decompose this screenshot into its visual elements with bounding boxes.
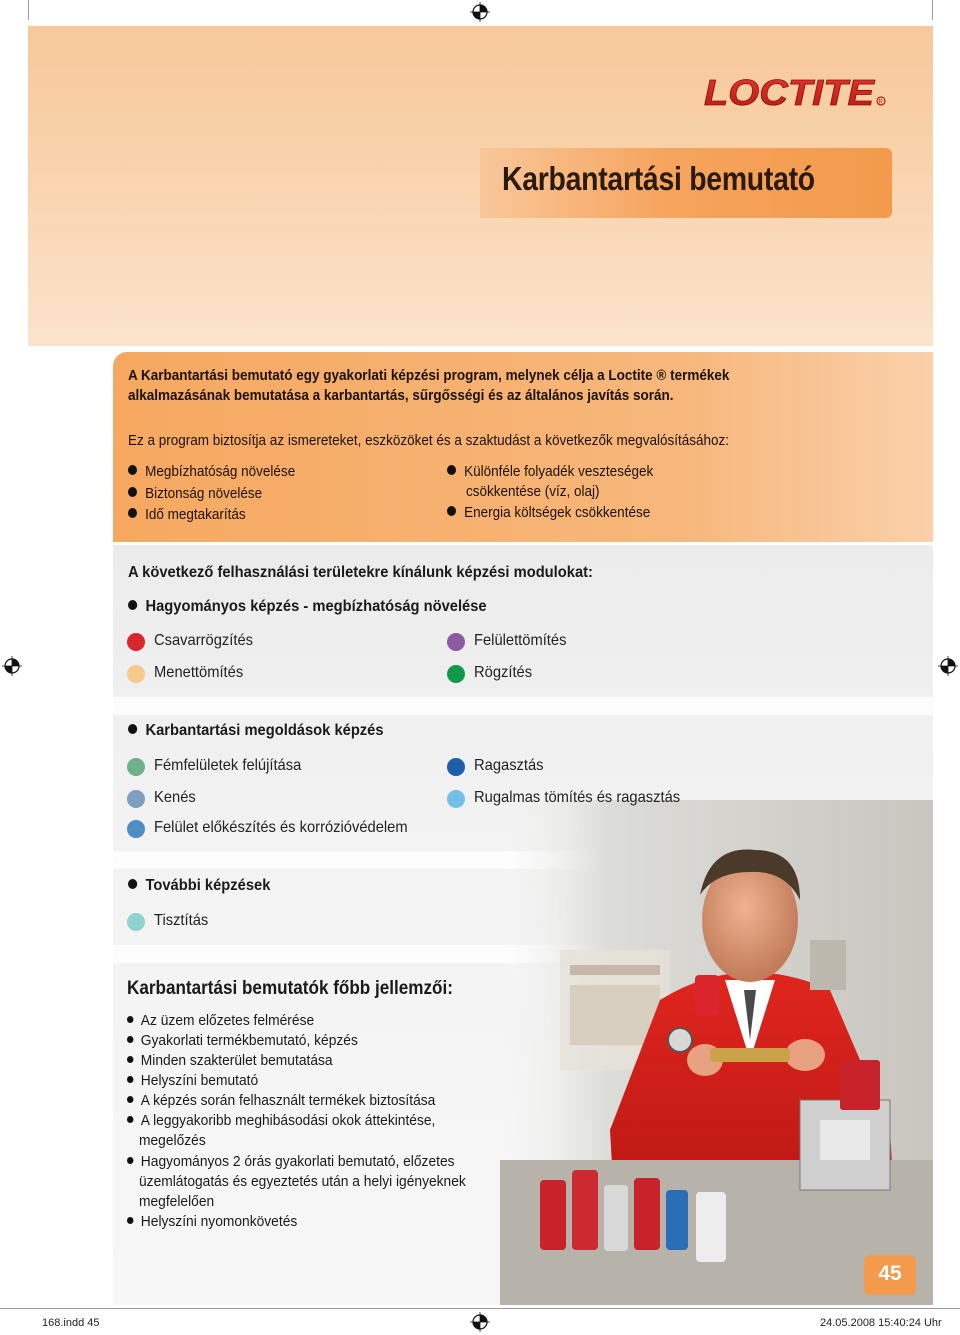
- group-heading: Karbantartási megoldások képzés: [128, 722, 384, 740]
- intro-line-2: alkalmazásának bemutatása a karbantartás, sűrgősségi és az általános javítás során.: [128, 387, 674, 404]
- registration-mark-icon: [938, 656, 958, 676]
- registration-mark-icon: [470, 1312, 490, 1332]
- bullet-icon: [127, 1116, 133, 1123]
- module-color-dot: [447, 633, 465, 651]
- feature-item: A leggyakoribb meghibásodási okok áttekintése,: [127, 1111, 435, 1131]
- registration-mark-icon: [470, 2, 490, 22]
- bullet-icon: [447, 506, 456, 516]
- bullet-icon: [127, 1016, 133, 1023]
- feature-item: Helyszíni nyomonkövetés: [127, 1212, 297, 1232]
- intro-bullet: Különféle folyadék veszteségek: [447, 462, 653, 482]
- divider: [113, 697, 933, 715]
- bullet-icon: [127, 1076, 133, 1083]
- technician-photo: [500, 800, 933, 1305]
- crop-line: [932, 0, 933, 20]
- bullet-icon: [128, 879, 137, 889]
- bullet-icon: [128, 508, 137, 518]
- module-label: Menettömítés: [154, 664, 244, 681]
- feature-item-cont: üzemlátogatás és egyeztetés után a helyi igényeknek: [139, 1173, 466, 1190]
- bullet-icon: [128, 600, 137, 610]
- slug-file: 168.indd 45: [42, 1317, 100, 1329]
- bullet-icon: [128, 724, 137, 734]
- intro-bullet-cont: csökkentése (víz, olaj): [466, 483, 600, 500]
- intro-bullet: Energia költségek csökkentése: [447, 503, 650, 523]
- modules-heading: A következő felhasználási területekre kínálunk képzési modulokat:: [128, 564, 593, 581]
- module-label: Csavarrögzítés: [154, 632, 253, 649]
- module-color-dot: [447, 758, 465, 776]
- bullet-icon: [127, 1036, 133, 1043]
- bullet-icon: [127, 1056, 133, 1063]
- intro-line-3: Ez a program biztosítja az ismereteket, eszközöket és a szaktudást a következők megvalósításához:: [128, 432, 730, 449]
- feature-item: Gyakorlati termékbemutató, képzés: [127, 1031, 358, 1051]
- intro-bullet: Biztonság növelése: [128, 484, 262, 504]
- crop-line: [0, 1308, 960, 1309]
- feature-item: Az üzem előzetes felmérése: [127, 1011, 314, 1031]
- intro-line-1: A Karbantartási bemutató egy gyakorlati képzési program, melynek célja a Loctite ® termékek: [128, 367, 730, 384]
- feature-item: Helyszíni bemutató: [127, 1071, 258, 1091]
- intro-bullet: Idő megtakarítás: [128, 505, 246, 525]
- module-label: Tisztítás: [154, 912, 209, 929]
- module-color-dot: [127, 790, 145, 808]
- bullet-icon: [128, 465, 137, 475]
- group-heading: További képzések: [128, 877, 270, 895]
- module-color-dot: [127, 758, 145, 776]
- module-label: Rögzítés: [474, 664, 533, 681]
- module-label: Ragasztás: [474, 757, 544, 774]
- feature-item-cont: megelőzés: [139, 1132, 206, 1149]
- bullet-icon: [127, 1157, 133, 1164]
- bullet-icon: [127, 1217, 133, 1224]
- crop-line: [28, 0, 29, 20]
- module-color-dot: [127, 820, 145, 838]
- module-color-dot: [127, 633, 145, 651]
- feature-item: A képzés során felhasznált termékek biztosítása: [127, 1091, 435, 1111]
- svg-text:LOCTITE: LOCTITE: [704, 72, 876, 112]
- slug-date: 24.05.2008 15:40:24 Uhr: [820, 1317, 942, 1329]
- module-label: Kenés: [154, 789, 196, 806]
- group-heading: Hagyományos képzés - megbízhatóság növelése: [128, 598, 487, 616]
- features-heading: Karbantartási bemutatók főbb jellemzői:: [127, 978, 453, 999]
- svg-text:R: R: [878, 99, 883, 106]
- page-title: Karbantartási bemutató: [502, 160, 815, 197]
- module-color-dot: [447, 790, 465, 808]
- intro-bullet: Megbízhatóság növelése: [128, 462, 295, 482]
- page-number: 45: [878, 1262, 902, 1285]
- module-color-dot: [447, 665, 465, 683]
- module-color-dot: [127, 665, 145, 683]
- bullet-icon: [127, 1096, 133, 1103]
- module-label: Felülettömítés: [474, 632, 567, 649]
- module-label: Felület előkészítés és korrózióvédelem: [154, 819, 408, 836]
- loctite-logo: [700, 72, 888, 112]
- module-color-dot: [127, 913, 145, 931]
- bullet-icon: [447, 465, 456, 475]
- registration-mark-icon: [2, 656, 22, 676]
- feature-item: Hagyományos 2 órás gyakorlati bemutató, előzetes: [127, 1152, 455, 1172]
- bullet-icon: [128, 487, 137, 497]
- module-label: Rugalmas tömítés és ragasztás: [474, 789, 681, 806]
- feature-item-cont: megfelelően: [139, 1193, 215, 1210]
- feature-item: Minden szakterület bemutatása: [127, 1051, 333, 1071]
- module-label: Fémfelületek felújítása: [154, 757, 302, 774]
